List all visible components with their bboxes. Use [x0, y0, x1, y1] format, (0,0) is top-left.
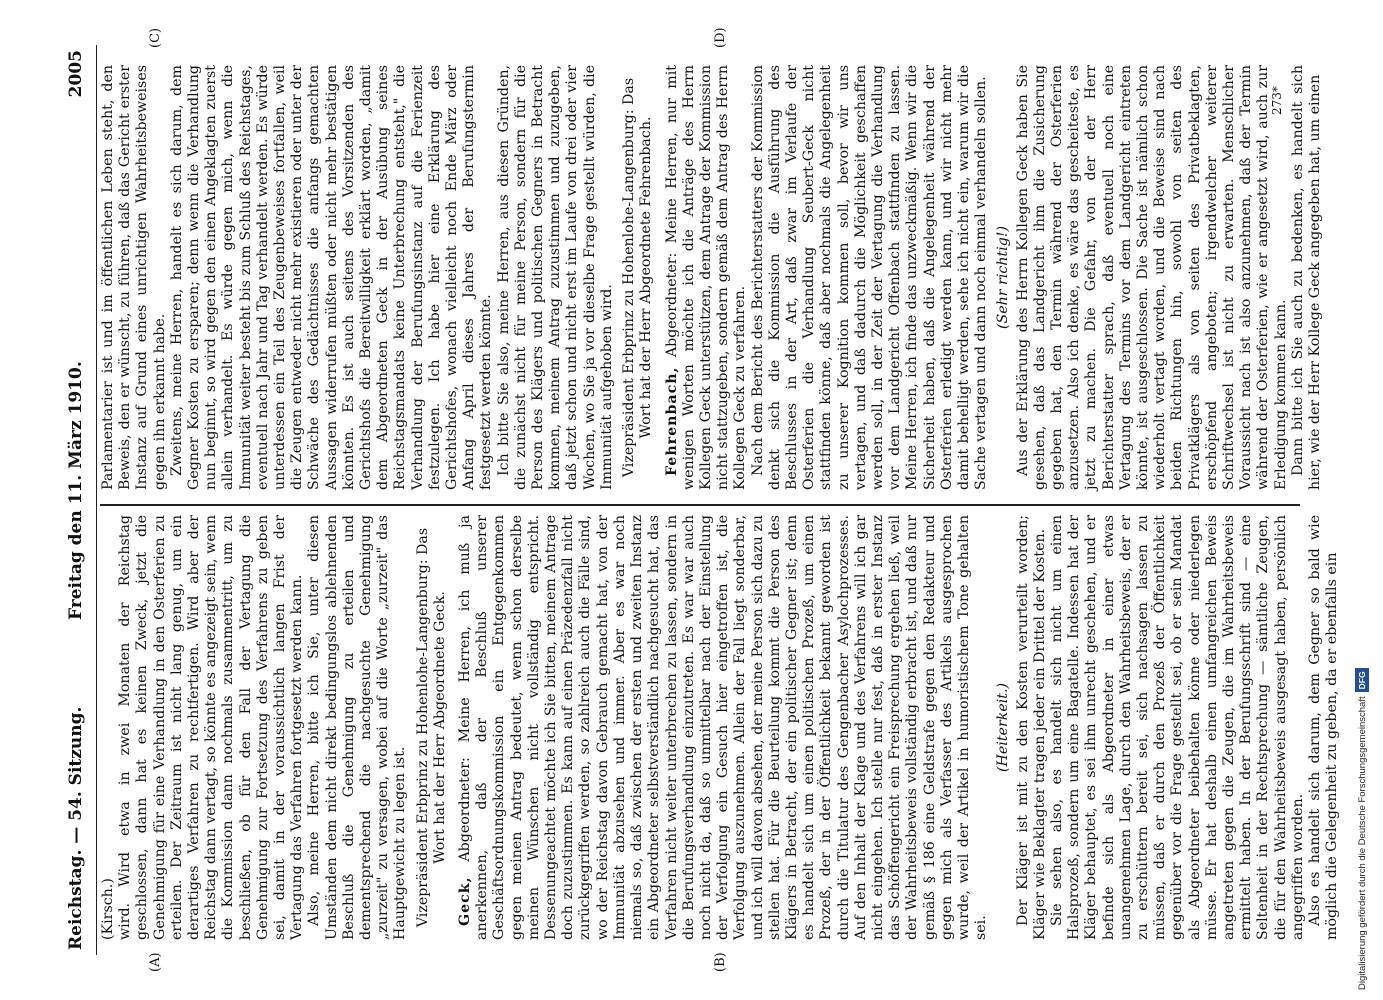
- paragraph: Der Kläger ist mit zu den Kosten verurteilt worden; Kläger wie Beklagter tragen jeder ein Drittel der Kosten.: [1014, 515, 1048, 940]
- footer-text-row: [1355, 10, 1369, 990]
- paragraph: Parlamentarier ist und im öffentlichen Leben steht, den Beweis, den er wünscht, zu führen, daß das Gericht erster Instanz auf Grund eines unrichtigen Wahrheitsbeweises gegen ihn erkannt habe.: [100, 65, 168, 490]
- speech-text: Abgeordneter: Meine Herren, nur mit wenigen Worten möchte ich die Anträge des Herrn Kollegen Geck unterstützen, dem Antrage der Kommission nicht stattzugeben, sondern gemäß dem Antrag des Herrn Kollegen Geck zu verfahren.: [663, 65, 749, 490]
- margin-mark-d: (D): [713, 27, 728, 48]
- paragraph: Zweitens, meine Herren, handelt es sich darum, dem Gegner Kosten zu ersparen; denn wenn die Verhandlung nun beginnt, so wird gegen den einen Angeklagten zuerst allein verhandelt. Es würde gegen mich, wenn die Immunität weiter besteht bis zum Schluß des Reichstages, eventuell nach Jahr und Tag verhandelt werden. Es würde unterdessen ein Teil des Zeugenbeweises fortfallen, weil die Zeugen entweder nicht mehr existieren oder unter der Schwäche des Gedächtnisses die anfangs gemachten Aussagen widerrufen müßten oder nicht mehr bestätigen könnten. Es ist auch seitens des Vorsitzenden des Gerichtshofs die Bereitwilligkeit erklärt worden, „damit dem Abgeordneten Geck in der Ausübung seines Reichstagsmandats keine Unterbrechung entsteht," die Verhandlung der Berufungsinstanz auf die Ferienzeit festzulegen. Ich habe hier eine Erklärung des Gerichtshofes, wonach vielleicht noch Ende März oder Anfang April dieses Jahres der Berufungstermin festgesetzt werden könnte.: [168, 65, 495, 490]
- speech-text: Abgeordneter: Meine Herren, ich muß ja anerkennen, daß der Beschluß unserer Geschäftsordnungskommission ein Entgegenkommen gegen meinen Antrag bedeutet, wenn schon derselbe meinen Wünschen nicht vollständig entspricht. Dessenungeachtet möchte ich Sie bitten, meinem Antrage doch zuzustimmen. Es kann auf einen Präzedenzfall nicht zurückgegriffen werden, so zahlreich auch die Fälle sind, wo der Reichstag davon Gebrauch gemacht hat, von der Immunität abzusehen und immer. Aber es war noch niemals so, daß zwischen der ersten und zweiten Instanz ein Abgeordneter selbstverständlich nachgesucht hat, das Verfahren nicht weiter unterbrechen zu lassen, sondern in die Berufungsverhandlung einzutreten. Es war war auch noch nicht da, daß so unmittelbar nach der Einstellung der Verfolgung ein Gesuch hier eingetroffen ist, die Verfolgung auszunehmen. Allein der Fall liegt sonderbar, und ich will davon absehen, der meine Person sich dazu zu stellen hat. Für die Beurteilung kommt die Person des Klägers in Betracht, der ein politischer Gegner ist; denn es handelt sich um einen politischen Prozeß, um einen Prozeß, der in der Öffentlichkeit bekannt geworden ist durch die Titulatur des Gengenbacher Asylochprozesses. Auf den Inhalt der Klage und des Verfahrens will ich gar nicht eingehen. Ich stelle nur fest, daß in erster Instanz das Schöffengericht ein Freisprechung ergehen ließ, weil der Wahrheitsbeweis vollständig erbracht ist, und daß nur gemäß § 186 eine Geldstrafe gegen den Redakteur und gegen mich als Verfasser des Artikels ausgesprochen wurde, weil der Artikel in humoristischem Tone gehalten sei.: [457, 515, 990, 940]
- footer-text: Digitalisierung gefördert durch die Deutsche Forschungsgemeinschaft: [1357, 696, 1368, 990]
- running-header: [60, 50, 94, 950]
- speaker-name: Geck,: [457, 876, 474, 926]
- speaker-continuation-label: (Kirsch.): [100, 878, 116, 940]
- paragraph: Also, meine Herren, bitte ich Sie, unter diesen Umständen dem nicht direkt bedingungslos ablehnenden Beschluß die Genehmigung zu erteilen und dementsprechend die nachgesuchte Genehmigung „zurzeit" zu versagen, wobei auf die Worte „zurzeit" das Hauptgewicht zu legen ist.: [306, 515, 409, 940]
- paragraph: Ich bitte Sie also, meine Herren, aus diesen Gründen, die zunächst nicht für meine Person, sondern für die Person des Klägers und politischen Gegners in Betracht kommen, meinem Antrag zuzustimmen und zuzugeben, daß jetzt schon und nicht erst im Laufe von drei oder vier Wochen, wo Sie ja vor dieselbe Frage gestellt würden, die Immunität aufgehoben wird.: [495, 65, 615, 490]
- column-divider: [100, 504, 1300, 506]
- speech-paragraph: [664, 65, 750, 490]
- paragraph: Aus der Erklärung des Herrn Kollegen Geck haben Sie gesehen, daß das Landgericht ihm die Zusicherung gegeben hat, den Termin während der Osterferien anzusetzen. Also ich denke, es wäre das gescheiteste, es jetzt zu machen. Die Gefahr, von der der Herr Berichterstatter sprach, daß eventuell noch eine Vertagung des Termins vor dem Landgericht eintreten könnte, ist ausgeschlossen. Die Sache ist nämlich schon wiederholt vertagt worden, und die Beweise sind nach beiden Richtungen hin, sowohl von seiten des Privatklägers als von seiten des Privatbeklagten, erschöpfend angeboten; irgendwelcher weiterer Schriftwechsel ist nicht zu erwarten. Menschlicher Voraussicht nach ist also anzunehmen, daß der Termin während der Osterferien, wie er angesetzt wird, auch zur Erledigung kommen kann.: [1014, 65, 1289, 490]
- header-left: Reichstag. — 54. Sitzung.: [66, 706, 86, 950]
- margin-mark-a: (A): [148, 952, 163, 972]
- speech-paragraph: [457, 515, 990, 940]
- interjection: (Heiterkeit.): [995, 683, 1012, 772]
- chair-announcement: Vizepräsident Erbprinz zu Hohenlohe-Langenburg: Das Wort hat der Herr Abgeordnete Geck.: [414, 527, 448, 928]
- paragraph: Also es handelt sich darum, dem Gegner so bald wie möglich die Gelegenheit zu geben, da er ebenfalls ein: [1307, 515, 1341, 940]
- interjection: (Sehr richtig!): [995, 225, 1012, 330]
- paragraph: wird. Wird etwa in zwei Monaten der Reichstag geschlossen, dann hat es keinen Zweck, jetzt die Genehmigung für eine Verhandlung in den Osterferien zu erteilen. Der Zeitraum ist nicht lang genug, um ein derartiges Verfahren zu rechtfertigen. Wird aber der Reichstag dann vertagt, so könnte es angezeigt sein, wenn die Kommission dann nochmals zusammentritt, um zu beschließen, ob für den Fall der Vertagung die Genehmigung zur Fortsetzung des Verfahrens zu geben sei, damit in der voraussichtlich langen Frist der Vertagung das Verfahren fortgesetzt werden kann.: [117, 515, 306, 940]
- digitization-footer: [1355, 10, 1369, 990]
- speaker-name: Fehrenbach,: [663, 366, 680, 476]
- right-column: [100, 65, 1324, 490]
- header-rule: [96, 45, 97, 955]
- margin-mark-c: (C): [148, 27, 163, 48]
- paragraph: Dann bitte ich Sie auch zu bedenken, es handelt sich hier, wie der Herr Kollege Geck angegeben hat, um einen: [1289, 65, 1324, 490]
- dfg-logo: DFG: [1355, 668, 1369, 692]
- signature-mark: 273*: [1270, 86, 1284, 115]
- margin-mark-b: (B): [713, 952, 728, 972]
- chair-announcement: Vizepräsident Erbprinz zu Hohenlohe-Langenburg: Das Wort hat der Herr Abgeordnete Fehrenbach.: [621, 77, 655, 478]
- page-number: 2005: [66, 50, 86, 98]
- paragraph: Sie sehen also, es handelt sich nicht um einen Halsprozeß, sondern um eine Bagatelle. Indessen hat der Kläger behauptet, es sei ihm unrecht geschehen, und er befinde sich als Abgeordneter in einer etwas unangenehmen Lage, durch den Wahrheitsbeweis, der er zu erschüttern bereit sei, sich nachsagen lassen zu müssen, daß er durch den Prozeß der Öffentlichkeit gegenüber vor die Frage gestellt sei, ob er sein Mandat als Abgeordneter beibehalten könne oder niederlegen müsse. Er hat deshalb einen umfangreichen Beweis angetreten gegen die Zeugen, die im Wahrheitsbeweis ermittelt haben. In der Berufungsschrift sind — eine Seltenheit in der Rechtsprechung — sämtliche Zeugen, die für den Wahrheitsbeweis ausgesagt haben, persönlich angegriffen worden.: [1048, 515, 1306, 940]
- left-column: [100, 515, 1341, 940]
- paragraph: Nach dem Bericht des Berichterstatters der Kommission denkt sich die Kommission die Ausführung des Beschlusses in der Art, daß zwar im Verlaufe der Osterferien die Verhandlung Seubert-Geck nicht stattfinden könne, daß aber nochmals die Angelegenheit zu unserer Kognition kommen soll, bevor wir uns vertagen, und daß dadurch die Möglichkeit geschaffen werden soll, in der Zeit der Vertagung die Verhandlung vor dem Landgericht Offenbach stattfinden zu lassen. Meine Herren, ich finde das unzweckmäßig. Wenn wir die Sicherheit haben, daß die Angelegenheit während der Osterferien erledigt werden kann, und wir nicht mehr damit behelligt werden, sehe ich nicht ein, warum wir die Sache vertagen und dann noch einmal verhandeln sollen.: [749, 65, 990, 490]
- header-date: Freitag den 11. März 1910.: [66, 361, 86, 620]
